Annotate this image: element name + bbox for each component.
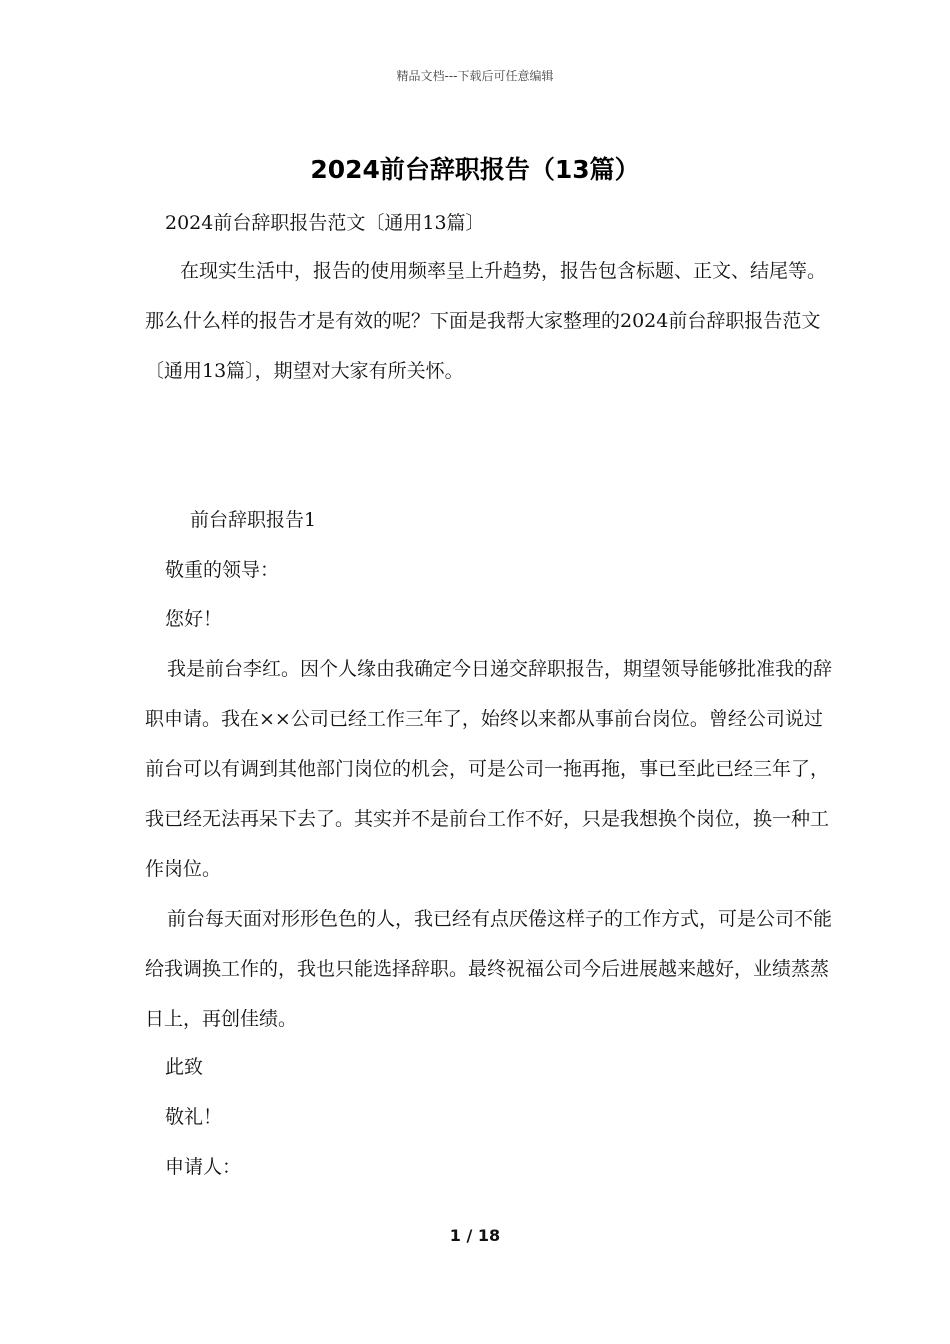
intro-paragraph: 在现实生活中，报告的使用频率呈上升趋势，报告包含标题、正文、结尾等。那么什么样的报告才是有效的呢？下面是我帮大家整理的2024前台辞职报告范文〔通用13篇〕，期望对大家有所关怀。 xyxy=(145,260,827,382)
closing-line-1: 此致 xyxy=(165,1056,204,1078)
header-note: 精品文档---下载后可任意编辑 xyxy=(396,69,554,83)
section-heading: 前台辞职报告1 xyxy=(190,509,317,531)
document-title: 2024前台辞职报告（13篇） xyxy=(310,155,640,184)
applicant-line: 申请人： xyxy=(165,1156,242,1178)
body-paragraph-1: 我是前台李红。因个人缘由我确定今日递交辞职报告，期望领导能够批准我的辞职申请。我在××公司已经工作三年了，始终以来都从事前台岗位。曾经公司说过前台可以有调到其他部门岗位的机会，可是公司一拖再拖，事已至此已经三年了，我已经无法再呆下去了。其实并不是前台工作不好，只是我想换个岗位，换一种工作岗位。 xyxy=(145,658,833,880)
page-number: 1 / 18 xyxy=(449,1226,501,1245)
document-subtitle: 2024前台辞职报告范文〔通用13篇〕 xyxy=(165,212,485,234)
closing-line-2: 敬礼！ xyxy=(165,1106,223,1128)
greeting: 敬重的领导： xyxy=(165,559,280,581)
hello-line: 您好！ xyxy=(165,608,223,630)
body-paragraph-2: 前台每天面对形形色色的人，我已经有点厌倦这样子的工作方式，可是公司不能给我调换工作的，我也只能选择辞职。最终祝福公司今后进展越来越好，业绩蒸蒸日上，再创佳绩。 xyxy=(145,908,833,1030)
